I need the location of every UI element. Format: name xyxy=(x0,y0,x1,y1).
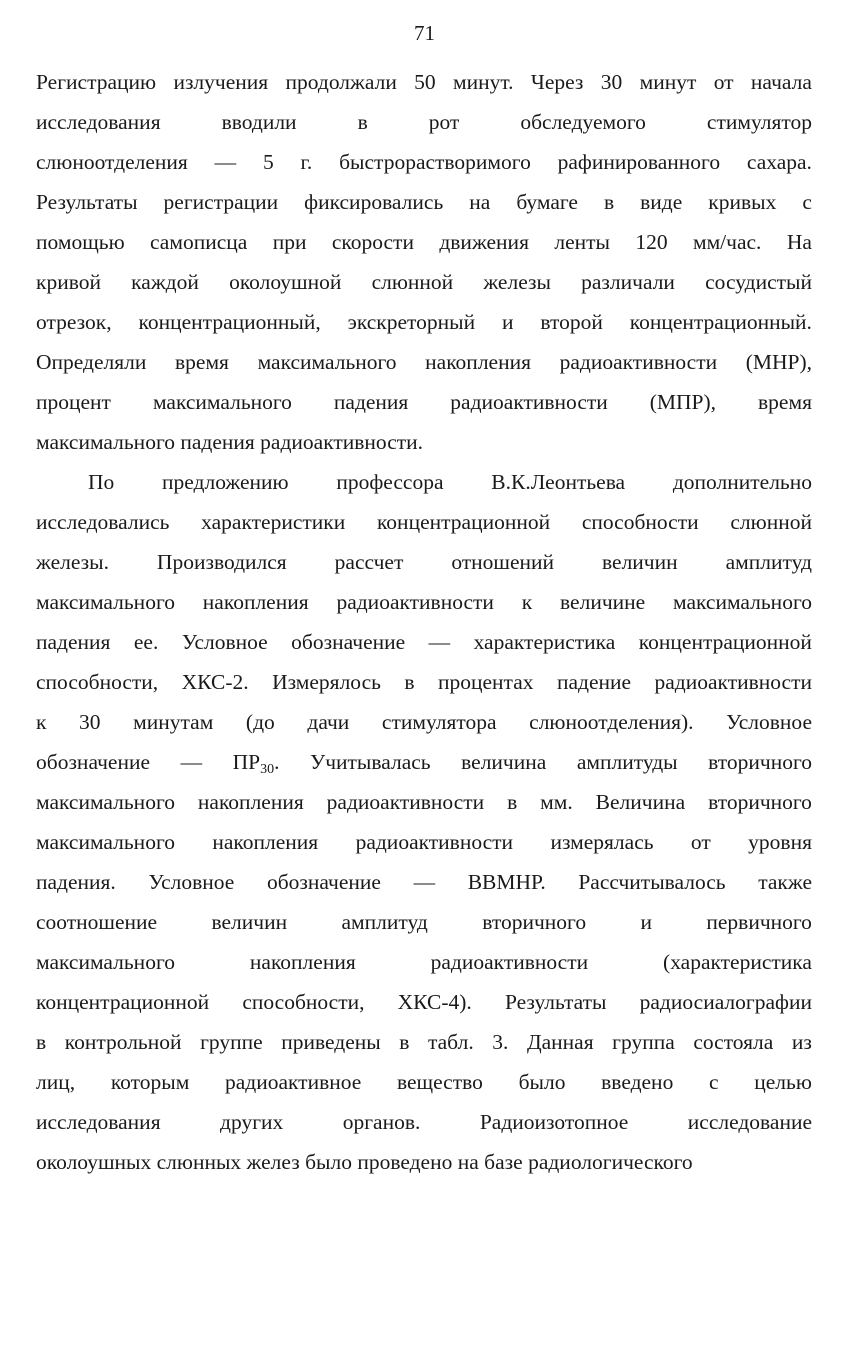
paragraph-1 xyxy=(36,62,812,462)
text-line: максимального накопления радиоактивности в мм. Величина вторичного xyxy=(36,790,812,814)
text-line: Результаты регистрации фиксировались на бумаге в виде кривых с xyxy=(36,190,812,214)
text-line: исследования вводили в рот обследуемого стимулятор xyxy=(36,110,812,134)
text-line: падения. Условное обозначение — ВВМНР. Рассчитывалось также xyxy=(36,870,812,894)
text-line: способности, ХКС-2. Измерялось в процентах падение радиоактивности xyxy=(36,670,812,694)
text-line: в контрольной группе приведены в табл. 3. Данная группа состояла из xyxy=(36,1030,812,1054)
text-line: помощью самописца при скорости движения ленты 120 мм/час. На xyxy=(36,230,812,254)
body-text xyxy=(36,62,812,1182)
page-number: 71 xyxy=(414,21,435,45)
text-line: исследования других органов. Радиоизотопное исследование xyxy=(36,1110,812,1134)
text-line: соотношение величин амплитуд вторичного и первичного xyxy=(36,910,812,934)
text-line: железы. Производился рассчет отношений величин амплитуд xyxy=(36,550,812,574)
text-line: максимального накопления радиоактивности измерялась от уровня xyxy=(36,830,812,854)
text-line: обозначение — $ПР_{30}$. Учитывалась величина амплитуды вторичного xyxy=(36,750,812,777)
text-line: исследовались характеристики концентрационной способности слюнной xyxy=(36,510,812,534)
text-line: максимального накопления радиоактивности (характеристика xyxy=(36,950,812,974)
text-line: лиц, которым радиоактивное вещество было введено с целью xyxy=(36,1070,812,1094)
text-line: максимального накопления радиоактивности к величине максимального xyxy=(36,590,812,614)
text-line: падения ее. Условное обозначение — характеристика концентрационной xyxy=(36,630,812,654)
text-line: отрезок, концентрационный, экскреторный и второй концентрационный. xyxy=(36,310,812,334)
text-line: концентрационной способности, ХКС-4). Результаты радиосиалографии xyxy=(36,990,812,1014)
text-line: слюноотделения — 5 г. быстрорастворимого рафинированного сахара. xyxy=(36,150,812,174)
text-line: Определяли время максимального накопления радиоактивности (МНР), xyxy=(36,350,812,374)
text-line: максимального падения радиоактивности. xyxy=(36,430,424,454)
text-line: Регистрацию излучения продолжали 50 минут. Через 30 минут от начала xyxy=(36,70,812,94)
text-line: к 30 минутам (до дачи стимулятора слюноотделения). Условное xyxy=(36,710,812,734)
text-line: процент максимального падения радиоактивности (МПР), время xyxy=(36,390,812,414)
paragraph-2 xyxy=(36,462,812,1182)
text-line: кривой каждой околоушной слюнной железы различали сосудистый xyxy=(36,270,812,294)
text-line: околоушных слюнных желез было проведено на базе радиологического xyxy=(36,1150,693,1174)
text-line: По предложению профессора В.К.Леонтьева дополнительно xyxy=(88,470,812,494)
